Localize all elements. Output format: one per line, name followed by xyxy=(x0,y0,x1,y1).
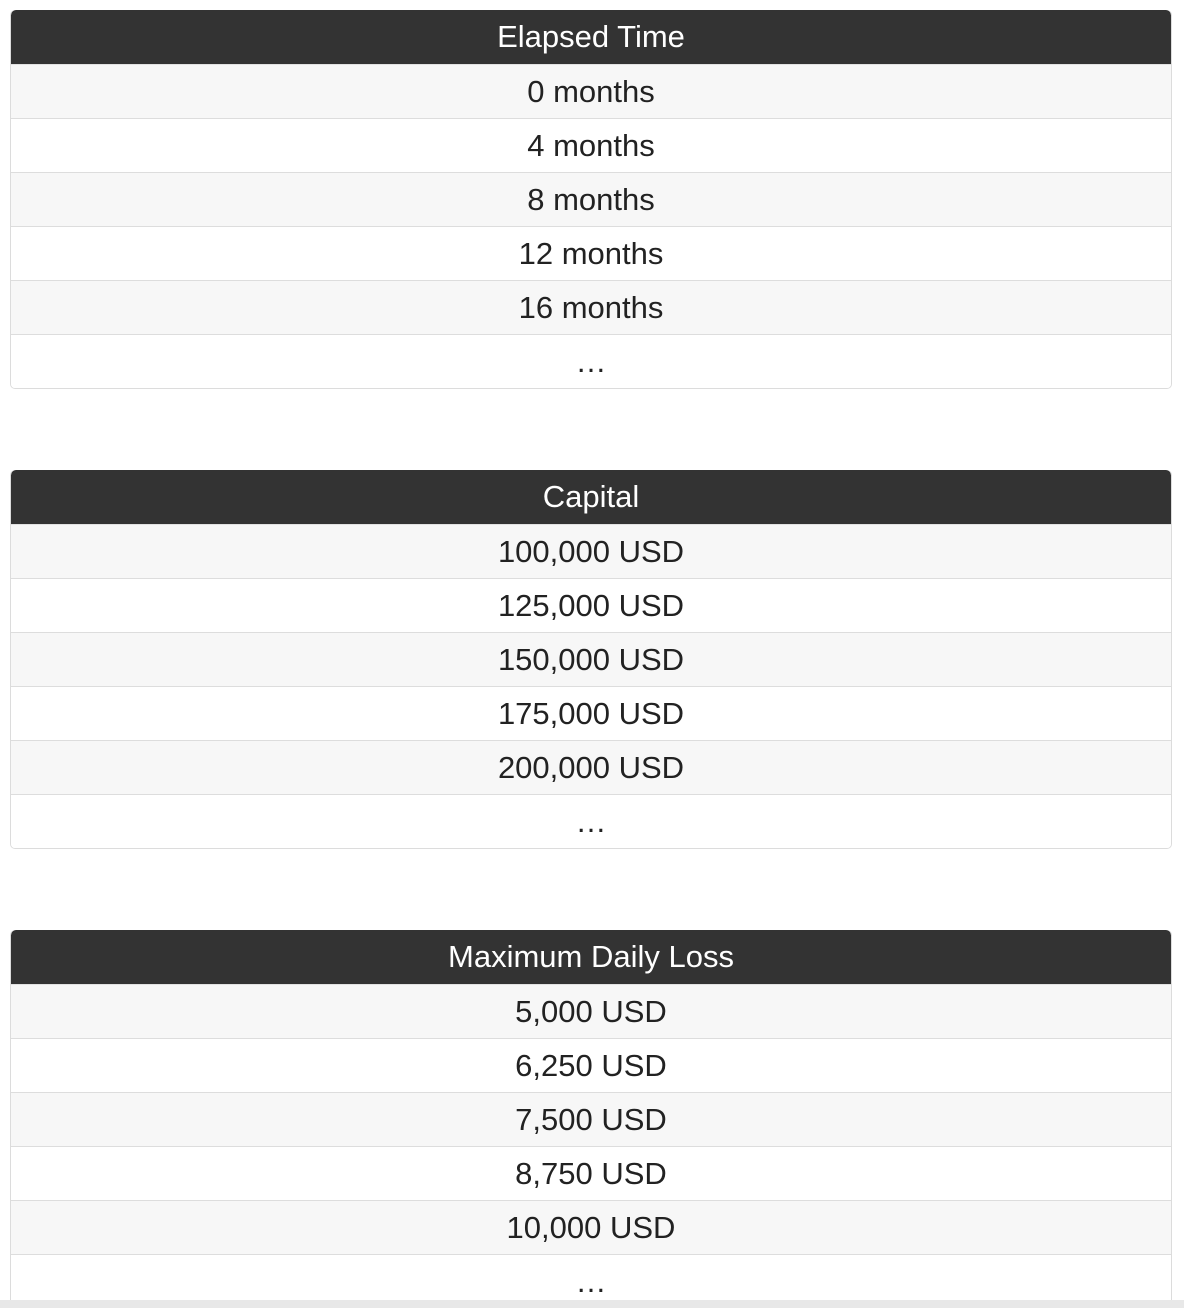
capital-table xyxy=(10,470,1172,849)
table-row-ellipsis: … xyxy=(11,334,1171,388)
table-row: 6,250 USD xyxy=(11,1038,1171,1092)
table-body xyxy=(11,984,1171,1308)
bottom-edge-shadow xyxy=(0,1300,1184,1308)
table-header: Maximum Daily Loss xyxy=(11,930,1171,984)
table-row: 12 months xyxy=(11,226,1171,280)
table-row: 100,000 USD xyxy=(11,524,1171,578)
table-row-ellipsis: … xyxy=(11,1254,1171,1308)
table-row: 8,750 USD xyxy=(11,1146,1171,1200)
table-row: 16 months xyxy=(11,280,1171,334)
table-row: 10,000 USD xyxy=(11,1200,1171,1254)
table-header: Capital xyxy=(11,470,1171,524)
table-row: 8 months xyxy=(11,172,1171,226)
table-row: 7,500 USD xyxy=(11,1092,1171,1146)
elapsed-time-table xyxy=(10,10,1172,389)
table-row: 4 months xyxy=(11,118,1171,172)
table-row: 150,000 USD xyxy=(11,632,1171,686)
table-row: 0 months xyxy=(11,64,1171,118)
table-row: 5,000 USD xyxy=(11,984,1171,1038)
table-body xyxy=(11,64,1171,388)
table-row: 175,000 USD xyxy=(11,686,1171,740)
table-header: Elapsed Time xyxy=(11,10,1171,64)
table-row: 125,000 USD xyxy=(11,578,1171,632)
table-body xyxy=(11,524,1171,848)
table-row-ellipsis: … xyxy=(11,794,1171,848)
table-row: 200,000 USD xyxy=(11,740,1171,794)
maximum-daily-loss-table xyxy=(10,930,1172,1308)
